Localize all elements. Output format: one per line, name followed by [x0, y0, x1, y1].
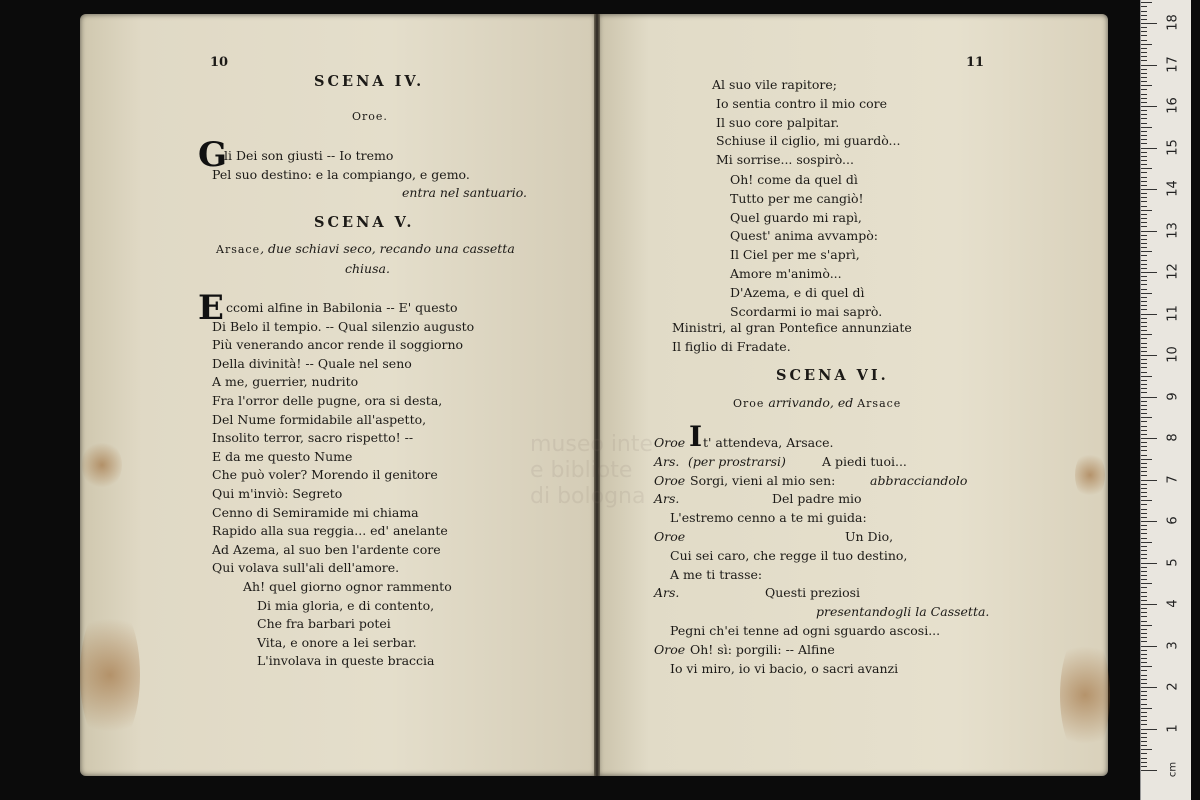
ruler-tick [1141, 459, 1152, 460]
ruler-number: 10 [1165, 346, 1181, 363]
ruler-tick [1141, 255, 1147, 256]
verse-line: Il figlio di Fradate. [672, 338, 791, 354]
ruler-tick [1141, 409, 1147, 410]
ruler-tick [1141, 197, 1147, 198]
ruler-tick [1141, 675, 1147, 676]
verse-line: A me, guerrier, nudrito [212, 374, 359, 390]
ruler-tick [1141, 343, 1147, 344]
ruler-tick [1141, 206, 1147, 207]
ruler-tick [1141, 446, 1147, 447]
verse-line: Di Belo il tempio. -- Qual silenzio augusto [212, 318, 475, 334]
dialogue-line: A piedi tuoi... [822, 453, 907, 469]
ruler-tick [1141, 52, 1147, 53]
ruler-tick [1141, 716, 1147, 717]
ruler-tick [1141, 189, 1157, 190]
ruler-tick [1141, 23, 1157, 24]
dialogue-line: L'estremo cenno a te mi guida: [670, 510, 867, 526]
ruler-tick [1141, 641, 1147, 642]
watermark-line: e bibliote [530, 458, 633, 483]
ruler-tick [1141, 563, 1157, 564]
ruler-tick [1141, 430, 1147, 431]
verse-line: E da me questo Nume [212, 448, 353, 464]
ruler-tick [1141, 587, 1147, 588]
ruler-tick [1141, 139, 1147, 140]
ruler-tick [1141, 550, 1147, 551]
ruler-tick [1141, 77, 1147, 78]
stage-direction: abbracciandolo [870, 472, 968, 488]
ruler-tick [1141, 629, 1147, 630]
verse-line: Che può voler? Morendo il genitore [212, 467, 438, 483]
verse-line: Quest' anima avvampò: [730, 228, 878, 244]
book-gutter [594, 14, 600, 776]
ruler-tick [1141, 712, 1147, 713]
ruler-tick [1141, 322, 1147, 323]
ruler-tick [1141, 143, 1147, 144]
verse-line: Io sentia contro il mio core [716, 95, 888, 111]
ruler-number: 18 [1165, 14, 1181, 31]
ruler-tick [1141, 44, 1152, 45]
ruler-number: 2 [1165, 682, 1181, 691]
verse-line: Ah! quel giorno ognor rammento [243, 579, 452, 594]
ruler-tick [1141, 621, 1147, 622]
ruler-tick [1141, 326, 1147, 327]
ruler-tick [1141, 480, 1157, 481]
ruler-tick [1141, 338, 1147, 339]
ruler-tick [1141, 222, 1147, 223]
verse-line: Quel guardo mi rapì, [730, 209, 862, 225]
ruler-tick [1141, 745, 1147, 746]
stain [1060, 630, 1110, 760]
ruler-tick [1141, 496, 1147, 497]
verse-line: Mi sorrise... sospirò... [716, 152, 854, 168]
ruler-tick [1141, 2, 1152, 3]
ruler-tick [1141, 695, 1147, 696]
ruler-tick [1141, 231, 1157, 232]
verse-line: Di mia gloria, e di contento, [257, 597, 435, 613]
ruler-tick [1141, 293, 1152, 294]
verse-line: Più venerando ancor rende il soggiorno [212, 337, 464, 353]
verse-line: Scordarmi io mai saprò. [730, 303, 883, 319]
verse-line: Rapido alla sua reggia... ed' anelante [212, 523, 448, 539]
ruler-tick [1141, 687, 1157, 688]
ruler-tick [1141, 579, 1147, 580]
ruler-number: 4 [1165, 599, 1181, 608]
dialogue-line: Io vi miro, io vi bacio, o sacri avanzi [670, 660, 899, 676]
ruler-tick [1141, 612, 1147, 613]
scene-description: chiusa. [345, 261, 390, 276]
ruler-tick [1141, 376, 1152, 377]
ruler-tick [1141, 89, 1147, 90]
ruler-tick [1141, 492, 1147, 493]
verse-line: Amore m'animò... [730, 266, 842, 281]
stage-direction: entra nel santuario. [402, 185, 527, 200]
ruler-tick [1141, 442, 1147, 443]
ruler-tick [1141, 168, 1152, 169]
ruler-tick [1141, 471, 1147, 472]
ruler-tick [1141, 276, 1147, 277]
ruler-tick [1141, 177, 1147, 178]
page-number: 10 [210, 55, 229, 70]
ruler-tick [1141, 193, 1147, 194]
ruler-tick [1141, 260, 1147, 261]
ruler-tick [1141, 318, 1147, 319]
stage-direction: (per prostrarsi) [688, 453, 786, 469]
ruler-number: 9 [1165, 391, 1181, 401]
ruler-tick [1141, 637, 1147, 638]
ruler-tick [1141, 500, 1152, 501]
ruler-tick [1141, 11, 1147, 12]
watermark-line: di bologna [530, 484, 646, 509]
scene-description [216, 243, 515, 256]
ruler-tick [1141, 251, 1152, 252]
ruler-number: 14 [1165, 180, 1181, 197]
verse-line: L'involava in queste braccia [257, 653, 435, 669]
dialogue-line: Oh! sì: porgili: -- Alfine [690, 641, 835, 657]
ruler-tick [1141, 123, 1147, 124]
ruler-tick [1141, 388, 1147, 389]
verse-line: Ministri, al gran Pontefice annunziate [672, 320, 912, 335]
ruler-tick [1141, 239, 1147, 240]
dialogue-line: presentandogli la Cassetta. [816, 604, 990, 620]
ruler-tick [1141, 699, 1147, 700]
verse-line: li Dei son giusti -- Io tremo [224, 148, 394, 163]
ruler-tick [1141, 450, 1147, 451]
character-name: Oroe [733, 397, 765, 410]
verse-line: Tutto per me cangiò! [730, 190, 864, 206]
ruler-tick [1141, 384, 1147, 385]
ruler-tick [1141, 529, 1147, 530]
ruler-tick [1141, 417, 1152, 418]
ruler-tick [1141, 521, 1157, 522]
verse-line: Schiuse il ciglio, mi guardò... [716, 133, 901, 149]
ruler-tick [1141, 749, 1152, 750]
speaker-name: Oroe [654, 529, 686, 544]
verse-line: Pel suo destino: e la compiango, e gemo. [212, 167, 470, 182]
verse-line: D'Azema, e di quel dì [730, 284, 865, 300]
ruler-tick [1141, 35, 1147, 36]
ruler-tick [1141, 135, 1147, 136]
ruler-tick [1141, 766, 1147, 767]
ruler-tick [1141, 201, 1147, 202]
ruler-tick [1141, 542, 1152, 543]
ruler-tick [1141, 31, 1147, 32]
ruler-tick [1141, 679, 1147, 680]
ruler-tick [1141, 272, 1157, 273]
ruler-tick [1141, 616, 1147, 617]
ruler-tick [1141, 666, 1152, 667]
ruler-tick [1141, 762, 1147, 763]
ruler-number: 15 [1165, 138, 1181, 156]
scene-description-text: arrivando, ed [764, 395, 858, 410]
ruler-tick [1141, 633, 1147, 634]
verse-line: Vita, e onore a lei serbar. [257, 634, 417, 650]
speaker-name: Ars. [654, 491, 680, 507]
dialogue-line: Del padre mio [772, 491, 862, 507]
ruler-tick [1141, 513, 1147, 514]
ruler-tick [1141, 405, 1147, 406]
ruler-tick [1141, 284, 1147, 285]
scene-title: SCENA VI. [776, 367, 889, 384]
verse-line: Insolito terror, sacro rispetto! -- [212, 430, 414, 446]
ruler-tick [1141, 65, 1157, 66]
character-name: Arsace [216, 243, 261, 256]
scene-title: SCENA IV. [314, 73, 425, 90]
ruler-tick [1141, 359, 1147, 360]
character-name: Arsace [857, 397, 902, 410]
ruler-tick [1141, 98, 1147, 99]
ruler-tick [1141, 392, 1147, 393]
measuring-ruler [1140, 0, 1191, 800]
ruler-tick [1141, 770, 1157, 771]
ruler-tick [1141, 81, 1147, 82]
speaker-name: Ars. [654, 585, 680, 601]
ruler-tick [1141, 243, 1147, 244]
verse-line: Il suo core palpitar. [716, 114, 840, 130]
ruler-tick [1141, 363, 1147, 364]
ruler-tick [1141, 488, 1147, 489]
ruler-tick [1141, 683, 1147, 684]
ruler-tick [1141, 517, 1147, 518]
ruler-number: 1 [1165, 723, 1181, 733]
ruler-tick [1141, 181, 1147, 182]
ruler-number: 5 [1165, 557, 1181, 567]
ruler-tick [1141, 397, 1157, 398]
ruler-unit: cm [1167, 761, 1179, 778]
ruler-tick [1141, 264, 1147, 265]
ruler-tick [1141, 608, 1147, 609]
ruler-tick [1141, 330, 1147, 331]
ruler-tick [1141, 691, 1147, 692]
ruler-tick [1141, 484, 1147, 485]
verse-line: Ad Azema, al suo ben l'ardente core [212, 541, 441, 557]
dialogue-line: A me ti trasse: [670, 566, 763, 582]
ruler-number: 6 [1165, 516, 1181, 525]
ruler-tick [1141, 247, 1147, 248]
ruler-tick [1141, 596, 1147, 597]
ruler-tick [1141, 268, 1147, 269]
ruler-tick [1141, 6, 1147, 7]
dialogue-line: Pegni ch'ei tenne ad ogni sguardo ascosi... [670, 623, 941, 638]
ruler-tick [1141, 309, 1147, 310]
ruler-tick [1141, 525, 1147, 526]
ruler-tick [1141, 650, 1147, 651]
dialogue-line: t' attendeva, Arsace. [703, 435, 834, 450]
ruler-number: 12 [1165, 263, 1181, 280]
ruler-tick [1141, 185, 1147, 186]
ruler-tick [1141, 235, 1147, 236]
ruler-tick [1141, 226, 1147, 227]
ruler-tick [1141, 504, 1147, 505]
ruler-tick [1141, 355, 1157, 356]
ruler-tick [1141, 48, 1147, 49]
stain [82, 440, 122, 490]
ruler-tick [1141, 662, 1147, 663]
ruler-tick [1141, 73, 1147, 74]
ruler-tick [1141, 85, 1152, 86]
dialogue-line: Sorgi, vieni al mio sen: [690, 472, 836, 488]
ruler-number: 17 [1165, 55, 1181, 73]
ruler-tick [1141, 509, 1147, 510]
verse-line: Che fra barbari potei [257, 616, 391, 632]
verse-line: Al suo vile rapitore; [712, 77, 837, 92]
drop-capital: I [689, 420, 703, 453]
ruler-tick [1141, 455, 1147, 456]
drop-capital: G [198, 135, 228, 175]
ruler-tick [1141, 106, 1157, 107]
ruler-tick [1141, 56, 1147, 57]
verse-line: Fra l'orror delle pugne, ora si desta, [212, 393, 443, 408]
ruler-tick [1141, 654, 1147, 655]
ruler-tick [1141, 475, 1147, 476]
page-number: 11 [966, 55, 985, 70]
ruler-tick [1141, 625, 1152, 626]
ruler-number: 8 [1165, 433, 1181, 442]
ruler-tick [1141, 646, 1157, 647]
ruler-tick [1141, 592, 1147, 593]
ruler-tick [1141, 533, 1147, 534]
ruler-tick [1141, 571, 1147, 572]
stain [1075, 450, 1105, 500]
ruler-tick [1141, 704, 1147, 705]
ruler-number: 11 [1165, 304, 1181, 322]
ruler-tick [1141, 583, 1152, 584]
ruler-tick [1141, 554, 1147, 555]
ruler-tick [1141, 658, 1147, 659]
ruler-tick [1141, 600, 1147, 601]
ruler-number: 13 [1165, 221, 1181, 239]
ruler-tick [1141, 60, 1147, 61]
ruler-tick [1141, 708, 1152, 709]
watermark-line: museo inte [530, 432, 654, 457]
ruler-tick [1141, 558, 1147, 559]
ruler-tick [1141, 367, 1147, 368]
ruler-tick [1141, 724, 1147, 725]
ruler-tick [1141, 538, 1147, 539]
verse-line: Del Nume formidabile all'aspetto, [212, 411, 427, 427]
ruler-tick [1141, 758, 1147, 759]
ruler-tick [1141, 372, 1147, 373]
ruler-tick [1141, 567, 1147, 568]
scene-character: Oroe. [352, 110, 388, 123]
ruler-tick [1141, 426, 1147, 427]
ruler-tick [1141, 164, 1147, 165]
ruler-tick [1141, 401, 1147, 402]
ruler-tick [1141, 110, 1147, 111]
ruler-tick [1141, 94, 1147, 95]
ruler-tick [1141, 334, 1152, 335]
verse-line: ccomi alfine in Babilonia -- E' questo [226, 300, 458, 315]
ruler-tick [1141, 546, 1147, 547]
verse-line: Della divinità! -- Quale nel seno [212, 355, 412, 371]
speaker-name: Oroe [654, 435, 686, 450]
ruler-tick [1141, 280, 1147, 281]
ruler-tick [1141, 131, 1147, 132]
ruler-tick [1141, 40, 1147, 41]
ruler-tick [1141, 114, 1147, 115]
ruler-tick [1141, 670, 1147, 671]
scene-title: SCENA V. [314, 214, 415, 231]
ruler-tick [1141, 438, 1157, 439]
verse-line: Qui m'inviò: Segreto [212, 486, 343, 501]
ruler-tick [1141, 152, 1147, 153]
speaker-name: Oroe [654, 641, 686, 657]
ruler-number: 7 [1165, 474, 1181, 484]
ruler-tick [1141, 69, 1147, 70]
ruler-tick [1141, 172, 1147, 173]
ruler-tick [1141, 210, 1152, 211]
ruler-tick [1141, 463, 1147, 464]
ruler-tick [1141, 102, 1147, 103]
ruler-tick [1141, 148, 1157, 149]
ruler-tick [1141, 127, 1152, 128]
stain [80, 600, 140, 750]
ruler-tick [1141, 27, 1147, 28]
ruler-tick [1141, 604, 1157, 605]
ruler-tick [1141, 301, 1147, 302]
ruler-number: 16 [1165, 97, 1181, 114]
ruler-tick [1141, 156, 1147, 157]
dialogue-line: Questi preziosi [765, 585, 861, 601]
ruler-tick [1141, 297, 1147, 298]
ruler-tick [1141, 467, 1147, 468]
ruler-tick [1141, 737, 1147, 738]
ruler-tick [1141, 733, 1147, 734]
ruler-tick [1141, 741, 1147, 742]
ruler-tick [1141, 218, 1147, 219]
ruler-number: 3 [1165, 640, 1181, 650]
verse-line: Oh! come da quel dì [730, 172, 858, 187]
speaker-name: Oroe [654, 472, 686, 488]
ruler-tick [1141, 351, 1147, 352]
verse-line: Cenno di Semiramide mi chiama [212, 504, 419, 520]
speaker-name: Ars. [654, 453, 680, 469]
ruler-tick [1141, 380, 1147, 381]
ruler-tick [1141, 160, 1147, 161]
ruler-tick [1141, 720, 1147, 721]
ruler-tick [1141, 421, 1147, 422]
ruler-tick [1141, 314, 1157, 315]
ruler-tick [1141, 289, 1147, 290]
ruler-tick [1141, 729, 1157, 730]
ruler-tick [1141, 413, 1147, 414]
ruler-tick [1141, 753, 1147, 754]
verse-line: Qui volava sull'ali dell'amore. [212, 560, 400, 576]
dialogue-line: Un Dio, [845, 529, 894, 544]
scene-description [733, 397, 901, 410]
ruler-tick [1141, 575, 1147, 576]
ruler-tick [1141, 15, 1147, 16]
ruler-tick [1141, 19, 1147, 20]
scene-description-text: , due schiavi seco, recando una cassetta [260, 241, 515, 256]
drop-capital: E [198, 288, 224, 328]
verse-line: Il Ciel per me s'aprì, [730, 247, 860, 263]
ruler-tick [1141, 347, 1147, 348]
dialogue-line: Cui sei caro, che regge il tuo destino, [670, 547, 908, 563]
ruler-tick [1141, 214, 1147, 215]
ruler-tick [1141, 434, 1147, 435]
ruler-tick [1141, 305, 1147, 306]
ruler-tick [1141, 118, 1147, 119]
